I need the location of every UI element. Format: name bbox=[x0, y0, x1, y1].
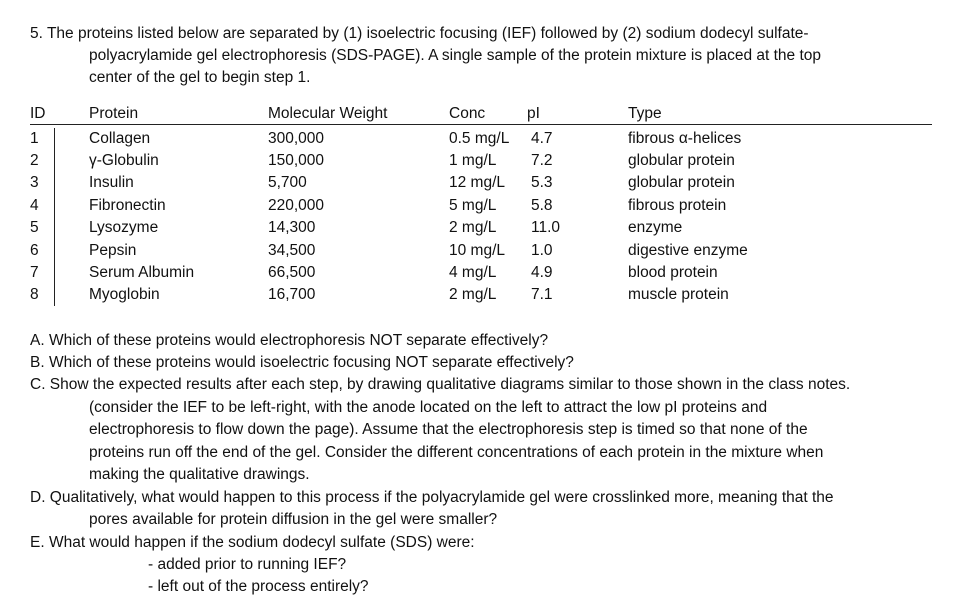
cell-pi: 11.0 bbox=[531, 219, 561, 236]
cell-type: fibrous α-helices bbox=[628, 130, 742, 147]
cell-id: 4 bbox=[30, 197, 39, 214]
question-c-line: C. Show the expected results after each step, by drawing qualitative diagrams similar to those shown in the class notes. bbox=[30, 376, 851, 393]
question-d-line: D. Qualitatively, what would happen to this process if the polyacrylamide gel were crosslinked more, meaning that the bbox=[30, 489, 834, 506]
header-molecular-weight: Molecular Weight bbox=[268, 105, 388, 122]
cell-id: 7 bbox=[30, 264, 39, 281]
cell-conc: 10 mg/L bbox=[449, 242, 506, 259]
cell-conc: 2 mg/L bbox=[449, 286, 497, 303]
cell-type: muscle protein bbox=[628, 286, 729, 303]
question-e-stem: E. What would happen if the sodium dodecyl sulfate (SDS) were: bbox=[30, 534, 475, 551]
cell-pi: 5.3 bbox=[531, 174, 553, 191]
cell-conc: 12 mg/L bbox=[449, 174, 506, 191]
cell-protein: Fibronectin bbox=[89, 197, 166, 214]
cell-id: 8 bbox=[30, 286, 39, 303]
cell-pi: 7.1 bbox=[531, 286, 553, 303]
cell-mw: 16,700 bbox=[268, 286, 316, 303]
header-conc: Conc bbox=[449, 105, 486, 122]
header-type: Type bbox=[628, 105, 662, 122]
cell-pi: 1.0 bbox=[531, 242, 553, 259]
intro-line: 5. The proteins listed below are separated by (1) isoelectric focusing (IEF) followed by (2) sodium dodecyl sulfate- bbox=[30, 25, 809, 42]
intro-line: center of the gel to begin step 1. bbox=[89, 69, 311, 86]
cell-mw: 150,000 bbox=[268, 152, 325, 169]
intro-line: polyacrylamide gel electrophoresis (SDS-PAGE). A single sample of the protein mixture is placed at the top bbox=[89, 47, 822, 64]
question-e-item: - added prior to running IEF? bbox=[148, 556, 347, 573]
header-id: ID bbox=[30, 105, 46, 122]
cell-protein: Pepsin bbox=[89, 242, 137, 259]
question-d-line: pores available for protein diffusion in the gel were smaller? bbox=[89, 511, 498, 528]
cell-id: 1 bbox=[30, 130, 39, 147]
question-c-line: making the qualitative drawings. bbox=[89, 466, 310, 483]
cell-protein: Insulin bbox=[89, 174, 134, 191]
cell-id: 5 bbox=[30, 219, 39, 236]
cell-id: 2 bbox=[30, 152, 39, 169]
header-pi: pI bbox=[527, 105, 540, 122]
question-e-item: - left out of the process entirely? bbox=[148, 578, 369, 595]
cell-conc: 5 mg/L bbox=[449, 197, 497, 214]
id-column-divider bbox=[54, 128, 55, 306]
question-c-line: proteins run off the end of the gel. Consider the different concentrations of each protein in the mixture when bbox=[89, 444, 824, 461]
cell-conc: 0.5 mg/L bbox=[449, 130, 510, 147]
cell-conc: 4 mg/L bbox=[449, 264, 497, 281]
cell-type: globular protein bbox=[628, 152, 735, 169]
cell-protein: Lysozyme bbox=[89, 219, 159, 236]
cell-mw: 14,300 bbox=[268, 219, 316, 236]
cell-protein: Serum Albumin bbox=[89, 264, 195, 281]
cell-type: blood protein bbox=[628, 264, 718, 281]
cell-id: 3 bbox=[30, 174, 39, 191]
cell-type: digestive enzyme bbox=[628, 242, 748, 259]
question-c-line: (consider the IEF to be left-right, with the anode located on the left to attract the low pI proteins and bbox=[89, 399, 768, 416]
cell-pi: 4.9 bbox=[531, 264, 553, 281]
question-b: B. Which of these proteins would isoelectric focusing NOT separate effectively? bbox=[30, 354, 574, 371]
cell-type: fibrous protein bbox=[628, 197, 727, 214]
cell-pi: 4.7 bbox=[531, 130, 553, 147]
cell-mw: 300,000 bbox=[268, 130, 325, 147]
cell-mw: 5,700 bbox=[268, 174, 307, 191]
cell-pi: 7.2 bbox=[531, 152, 553, 169]
cell-type: enzyme bbox=[628, 219, 683, 236]
cell-conc: 2 mg/L bbox=[449, 219, 497, 236]
cell-id: 6 bbox=[30, 242, 39, 259]
cell-conc: 1 mg/L bbox=[449, 152, 497, 169]
cell-protein: Myoglobin bbox=[89, 286, 160, 303]
question-c-line: electrophoresis to flow down the page). Assume that the electrophoresis step is timed so that none of the bbox=[89, 421, 808, 438]
question-a: A. Which of these proteins would electrophoresis NOT separate effectively? bbox=[30, 332, 549, 349]
header-protein: Protein bbox=[89, 105, 139, 122]
cell-mw: 66,500 bbox=[268, 264, 316, 281]
cell-protein: γ-Globulin bbox=[89, 152, 159, 169]
cell-mw: 220,000 bbox=[268, 197, 325, 214]
cell-mw: 34,500 bbox=[268, 242, 316, 259]
cell-pi: 5.8 bbox=[531, 197, 553, 214]
cell-protein: Collagen bbox=[89, 130, 151, 147]
cell-type: globular protein bbox=[628, 174, 735, 191]
table-header-divider bbox=[30, 124, 932, 125]
